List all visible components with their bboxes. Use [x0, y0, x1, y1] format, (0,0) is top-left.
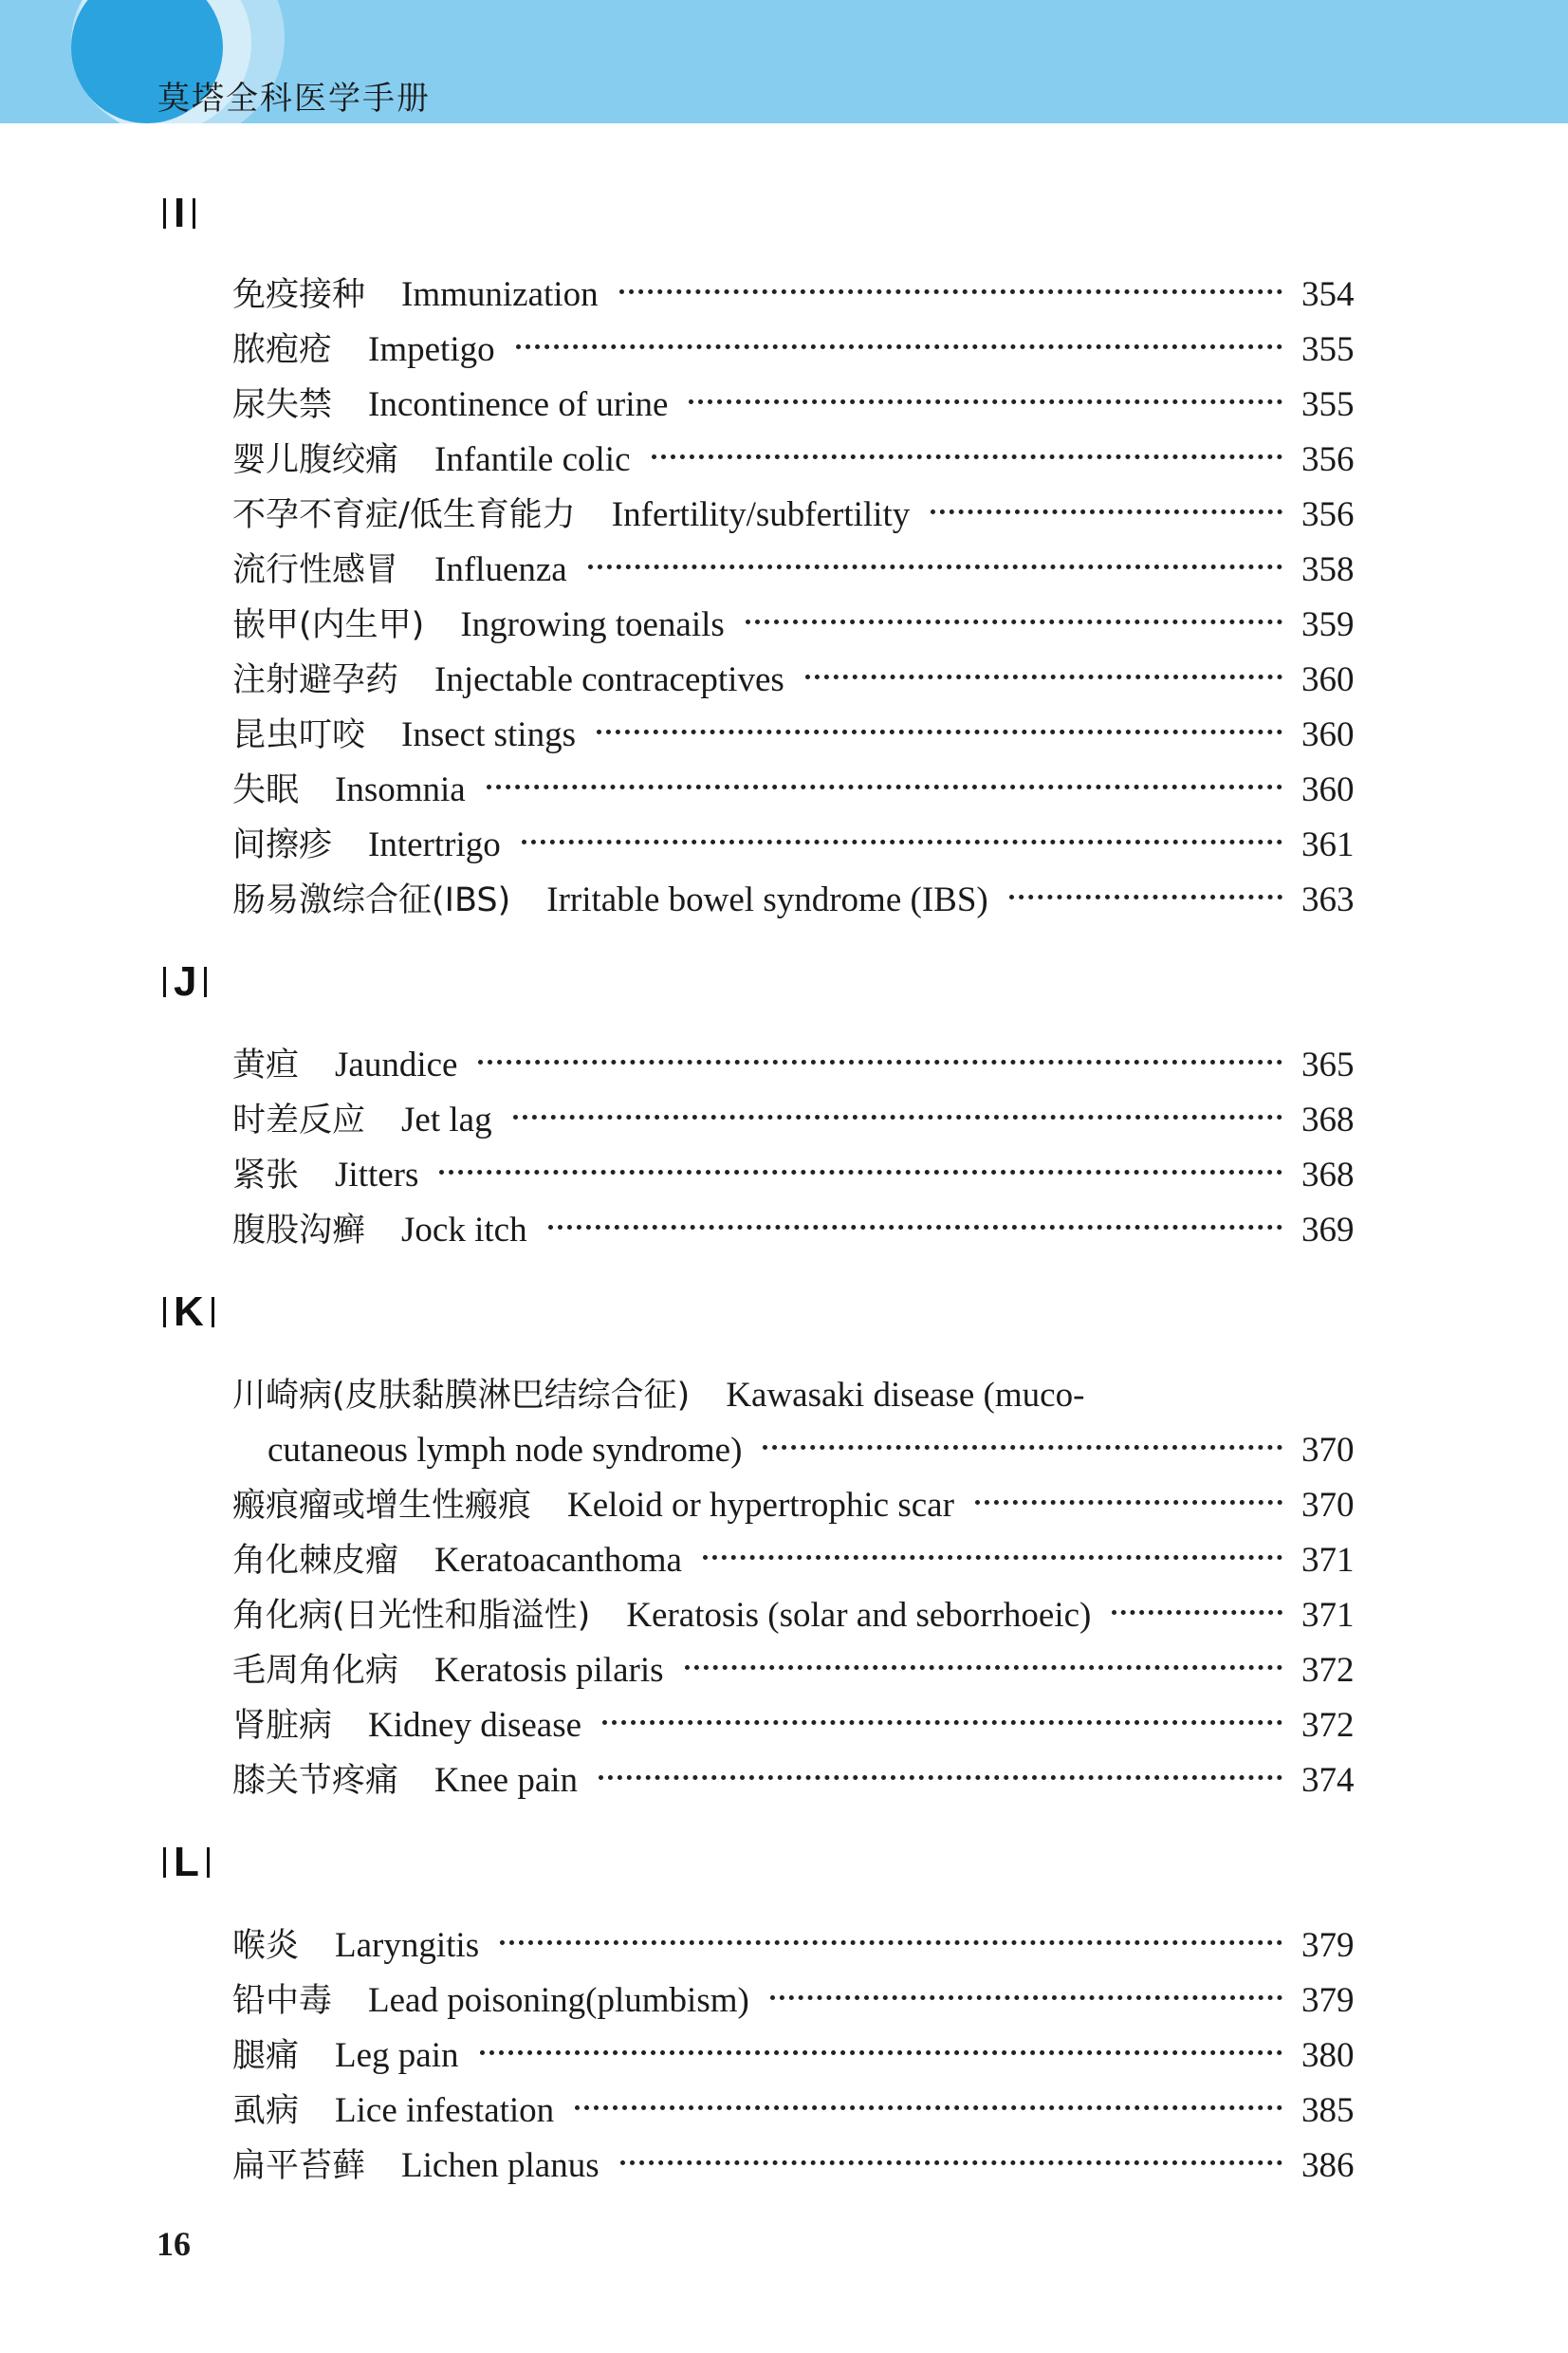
dot-leader [770, 1995, 1282, 2000]
entry-page: 355 [1301, 330, 1355, 369]
entry-english: Lead poisoning(plumbism) [368, 1981, 749, 2020]
index-entry [232, 1647, 1354, 1695]
entry-english: Incontinence of urine [368, 385, 669, 424]
dot-leader [652, 454, 1283, 459]
entry-page: 359 [1301, 605, 1355, 644]
dot-leader [619, 289, 1282, 294]
entry-chinese: 时差反应 [232, 1102, 366, 1139]
entry-english: Jet lag [401, 1101, 492, 1139]
entry-english: Infantile colic [434, 440, 631, 479]
index-entry [232, 271, 1354, 319]
dot-leader [516, 344, 1282, 349]
entry-chinese: 婴儿腹绞痛 [232, 441, 399, 479]
entry-chinese: 铅中毒 [232, 1982, 333, 2020]
index-entry [232, 1757, 1354, 1805]
entry-english: Keratosis pilaris [434, 1651, 664, 1690]
entry-chinese: 角化病(日光性和脂溢性) [232, 1597, 591, 1635]
entry-english: Keratoacanthoma [434, 1541, 682, 1580]
entry-page: 386 [1301, 2146, 1355, 2185]
entry-chinese: 不孕不育症/低生育能力 [232, 496, 576, 534]
section-letter-text: J [174, 958, 197, 1005]
index-entry [232, 1702, 1354, 1750]
header-band [0, 0, 1568, 123]
dot-leader [480, 2050, 1283, 2055]
entry-page: 360 [1301, 660, 1355, 699]
entry-page: 380 [1301, 2036, 1355, 2075]
index-entry [232, 1152, 1354, 1199]
entry-chinese: 免疫接种 [232, 276, 366, 314]
entry-page: 354 [1301, 275, 1355, 314]
entry-page: 371 [1301, 1596, 1355, 1635]
dot-leader [763, 1445, 1282, 1450]
entry-chinese: 扁平苔藓 [232, 2147, 366, 2185]
entry-page: 363 [1301, 880, 1355, 919]
entry-english: Infertility/subfertility [611, 495, 911, 534]
entry-english: Keratosis (solar and seborrhoeic) [626, 1596, 1092, 1635]
dot-leader [597, 730, 1282, 734]
index-entry [232, 491, 1354, 539]
section-letter-text: I [174, 190, 186, 236]
section-letter-j [163, 958, 207, 1006]
entry-english: Jock itch [401, 1211, 527, 1250]
index-entry [232, 1372, 1354, 1419]
entry-english: Immunization [401, 275, 599, 314]
entry-page: 374 [1301, 1761, 1355, 1800]
entry-page: 358 [1301, 550, 1355, 589]
entry-page: 379 [1301, 1926, 1355, 1965]
index-entry [232, 2142, 1354, 2190]
dot-leader [575, 2105, 1282, 2110]
dot-leader [439, 1170, 1282, 1175]
section-letter-text: L [174, 1839, 199, 1885]
entry-page: 360 [1301, 770, 1355, 809]
entry-english: Intertrigo [368, 825, 501, 864]
entry-chinese: 毛周角化病 [232, 1652, 399, 1690]
entry-chinese: 喉炎 [232, 1927, 300, 1965]
entry-english: Insect stings [401, 715, 576, 754]
entry-chinese: 失眠 [232, 771, 300, 809]
entry-english: Knee pain [434, 1761, 579, 1800]
dot-leader [620, 2160, 1282, 2165]
entry-page: 365 [1301, 1046, 1355, 1084]
index-entry [232, 381, 1354, 429]
index-entry [232, 1042, 1354, 1089]
index-entry [232, 1537, 1354, 1584]
dot-leader [1009, 895, 1282, 899]
dot-leader [685, 1665, 1283, 1670]
dot-leader [689, 399, 1282, 404]
dot-leader [487, 785, 1282, 789]
dot-leader [500, 1940, 1282, 1945]
entry-page: 361 [1301, 825, 1355, 864]
entry-english: Insomnia [335, 770, 466, 809]
section-letter-i [163, 190, 195, 237]
entry-page: 379 [1301, 1981, 1355, 2020]
entry-page: 356 [1301, 440, 1355, 479]
entry-chinese: 腹股沟癣 [232, 1212, 366, 1250]
entry-chinese: 川崎病(皮肤黏膜淋巴结综合征) [232, 1377, 691, 1415]
entry-page: 369 [1301, 1211, 1355, 1250]
entry-english: Ingrowing toenails [460, 605, 725, 644]
dot-leader [805, 675, 1282, 679]
entry-chinese: 瘢痕瘤或增生性瘢痕 [232, 1487, 532, 1525]
index-entry [232, 1592, 1354, 1640]
index-entry [232, 602, 1354, 649]
entry-chinese: 昆虫叮咬 [232, 716, 366, 754]
dot-leader [1112, 1610, 1282, 1615]
entry-english: Lice infestation [335, 2091, 555, 2130]
entry-english: Laryngitis [335, 1926, 480, 1965]
entry-chinese: 角化棘皮瘤 [232, 1542, 399, 1580]
entry-chinese: 肾脏病 [232, 1707, 333, 1745]
dot-leader [478, 1060, 1282, 1065]
dot-leader [513, 1115, 1282, 1120]
index-entry [232, 712, 1354, 759]
entry-english: Injectable contraceptives [434, 660, 784, 699]
entry-chinese: 注射避孕药 [232, 661, 399, 699]
entry-chinese: 虱病 [232, 2092, 300, 2130]
entry-english: Kawasaki disease (muco- [726, 1376, 1085, 1415]
entry-english: Leg pain [335, 2036, 459, 2075]
entry-chinese: 肠易激综合征(IBS) [232, 881, 511, 919]
index-entry [232, 2087, 1354, 2135]
index-entry [232, 547, 1354, 594]
entry-chinese: 脓疱疮 [232, 331, 333, 369]
index-entry [232, 877, 1354, 924]
entry-chinese: 尿失禁 [232, 386, 333, 424]
entry-chinese: 流行性感冒 [232, 551, 399, 589]
entry-page: 355 [1301, 385, 1355, 424]
entry-english: cutaneous lymph node syndrome) [267, 1431, 743, 1470]
index-entry [232, 2032, 1354, 2080]
index-entry [232, 1977, 1354, 2025]
entry-page: 368 [1301, 1101, 1355, 1139]
dot-leader [602, 1720, 1282, 1725]
entry-english: Irritable bowel syndrome (IBS) [546, 880, 988, 919]
index-entry-continuation [267, 1427, 1354, 1474]
entry-page: 371 [1301, 1541, 1355, 1580]
entry-chinese: 间擦疹 [232, 826, 333, 864]
book-title: 莫塔全科医学手册 [157, 80, 431, 118]
entry-page: 372 [1301, 1651, 1355, 1690]
entry-english: Influenza [434, 550, 567, 589]
entry-page: 385 [1301, 2091, 1355, 2130]
entry-english: Jitters [335, 1156, 419, 1195]
entry-english: Lichen planus [401, 2146, 600, 2185]
section-letter-k [163, 1288, 214, 1336]
entry-chinese: 膝关节疼痛 [232, 1762, 399, 1800]
dot-leader [931, 510, 1282, 514]
dot-leader [588, 565, 1282, 569]
index-entry [232, 1482, 1354, 1529]
dot-leader [703, 1555, 1282, 1560]
entry-page: 368 [1301, 1156, 1355, 1195]
dot-leader [548, 1225, 1282, 1230]
section-letter-l [163, 1839, 210, 1886]
entry-english: Jaundice [335, 1046, 458, 1084]
page-number: 16 [157, 2225, 191, 2263]
entry-page: 356 [1301, 495, 1355, 534]
index-entry [232, 657, 1354, 704]
dot-leader [599, 1775, 1282, 1780]
index-entry [232, 1207, 1354, 1254]
index-entry [232, 436, 1354, 484]
entry-english: Kidney disease [368, 1706, 582, 1745]
entry-chinese: 紧张 [232, 1157, 300, 1195]
entry-page: 360 [1301, 715, 1355, 754]
dot-leader [746, 620, 1282, 624]
entry-page: 372 [1301, 1706, 1355, 1745]
index-entry [232, 1097, 1354, 1144]
entry-page: 370 [1301, 1486, 1355, 1525]
entry-chinese: 嵌甲(内生甲) [232, 606, 425, 644]
entry-chinese: 黄疸 [232, 1047, 300, 1084]
section-letter-text: K [174, 1288, 204, 1335]
dot-leader [975, 1500, 1282, 1505]
entry-page: 370 [1301, 1431, 1355, 1470]
index-entry [232, 767, 1354, 814]
dot-leader [522, 840, 1282, 844]
index-entry [232, 1922, 1354, 1970]
index-entry [232, 326, 1354, 374]
entry-english: Impetigo [368, 330, 495, 369]
entry-english: Keloid or hypertrophic scar [567, 1486, 954, 1525]
index-entry [232, 822, 1354, 869]
entry-chinese: 腿痛 [232, 2037, 300, 2075]
